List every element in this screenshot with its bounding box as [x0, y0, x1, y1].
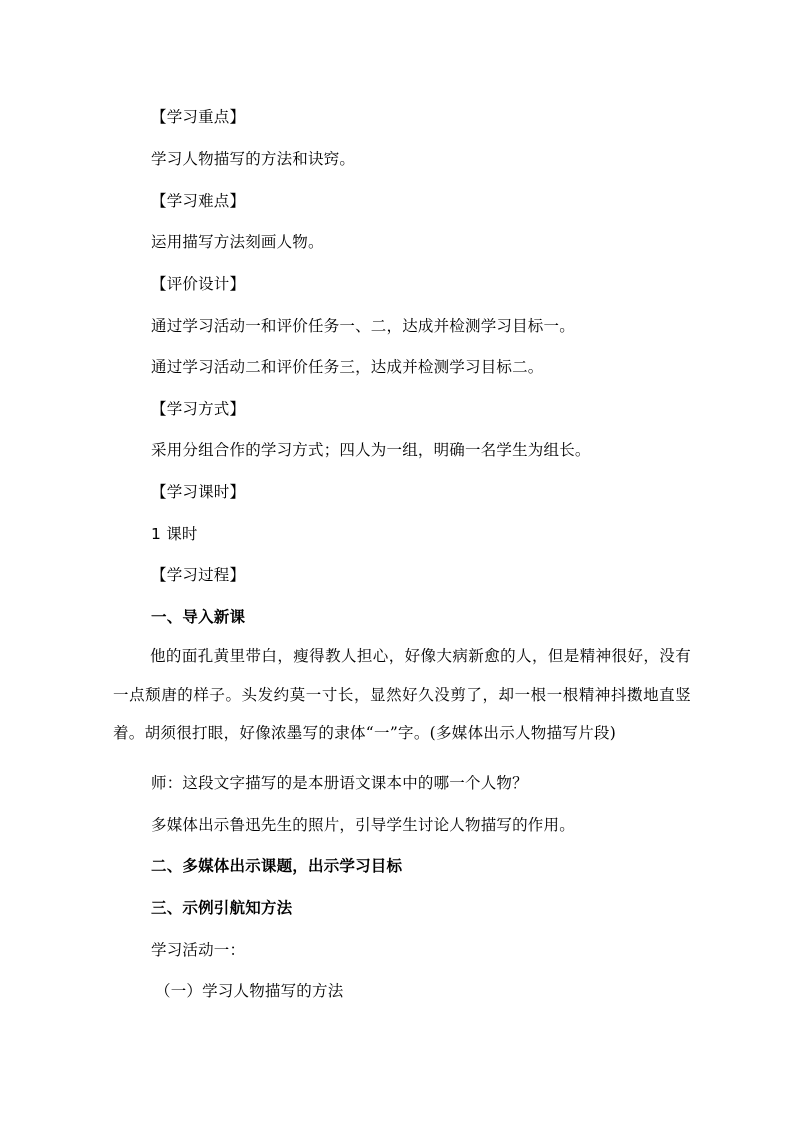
difficulties-text: 运用描写方法刻画人物。 — [151, 233, 324, 251]
class-hours-text: 1 课时 — [151, 525, 198, 543]
subsection-one-heading: （一）学习人物描写的方法 — [155, 982, 344, 1000]
learning-method-text: 采用分组合作的学习方式；四人为一组，明确一名学生为组长。 — [151, 441, 591, 459]
heading-learning-method: 【学习方式】 — [151, 400, 246, 418]
description-paragraph: 他的面孔黄里带白，瘦得教人担心，好像大病新愈的人，但是精神很好，没有一点颓唐的样子。头发约莫一寸长，显然好久没剪了，却一根一根精神抖擞地直竖着。胡须很打眼，好像浓墨写的隶体“一”字。(多媒体出示人物描写片段) — [113, 647, 691, 742]
key-points-text: 学习人物描写的方法和诀窍。 — [151, 150, 356, 168]
heading-learning-process: 【学习过程】 — [151, 566, 246, 584]
section-three-heading: 三、示例引航知方法 — [151, 899, 293, 917]
section-two-heading: 二、多媒体出示课题，出示学习目标 — [151, 857, 403, 875]
heading-evaluation-design: 【评价设计】 — [151, 275, 246, 293]
heading-class-hours: 【学习课时】 — [151, 483, 246, 501]
activity-one-label: 学习活动一： — [151, 941, 246, 959]
photo-instruction: 多媒体出示鲁迅先生的照片，引导学生讨论人物描写的作用。 — [151, 816, 575, 834]
evaluation-text-1: 通过学习活动一和评价任务一、二，达成并检测学习目标一。 — [151, 317, 575, 335]
heading-difficulties: 【学习难点】 — [151, 192, 246, 210]
teacher-question: 师：这段文字描写的是本册语文课本中的哪一个人物？ — [151, 774, 528, 792]
evaluation-text-2: 通过学习活动二和评价任务三，达成并检测学习目标二。 — [151, 358, 544, 376]
heading-key-points: 【学习重点】 — [151, 108, 246, 126]
section-intro-heading: 一、导入新课 — [151, 608, 246, 626]
